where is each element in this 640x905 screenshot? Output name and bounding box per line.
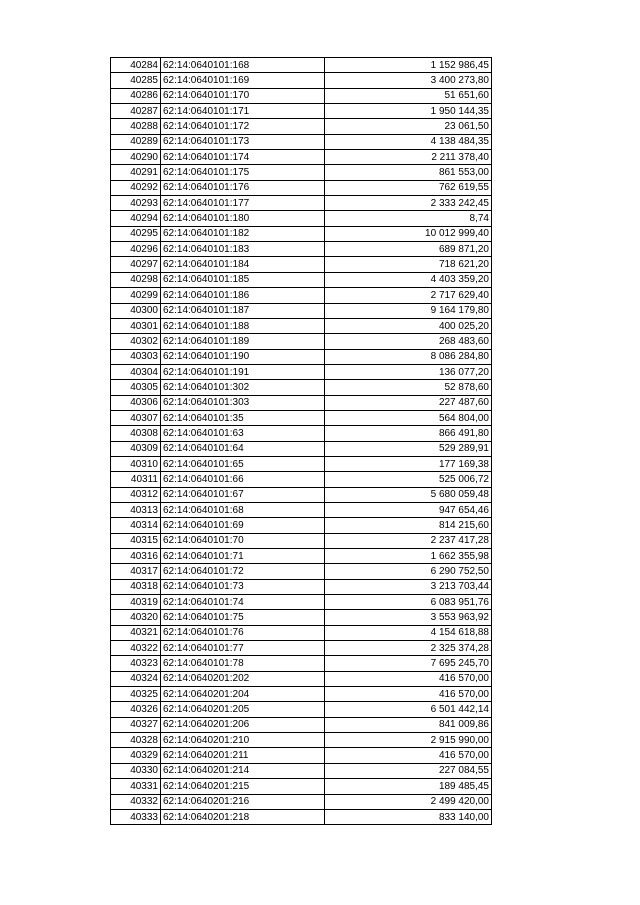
value-cell: 762 619,55	[325, 180, 492, 195]
cadastral-number-cell: 62:14:0640101:174	[161, 150, 325, 165]
table-row	[111, 364, 492, 379]
value-cell: 4 154 618,88	[325, 625, 492, 640]
row-number-cell: 40324	[111, 671, 161, 686]
cadastral-number-cell: 62:14:0640101:67	[161, 487, 325, 502]
table-row	[111, 579, 492, 594]
table-row	[111, 518, 492, 533]
row-number-cell: 40314	[111, 518, 161, 533]
cadastral-number-cell: 62:14:0640101:185	[161, 272, 325, 287]
table-row	[111, 625, 492, 640]
row-number-cell: 40328	[111, 733, 161, 748]
row-number-cell: 40321	[111, 625, 161, 640]
row-number-cell: 40299	[111, 288, 161, 303]
row-number-cell: 40320	[111, 610, 161, 625]
table-row	[111, 717, 492, 732]
cadastral-number-cell: 62:14:0640101:186	[161, 288, 325, 303]
data-table	[110, 57, 492, 825]
cadastral-number-cell: 62:14:0640201:216	[161, 794, 325, 809]
row-number-cell: 40287	[111, 104, 161, 119]
table-row	[111, 380, 492, 395]
cadastral-number-cell: 62:14:0640101:66	[161, 472, 325, 487]
row-number-cell: 40298	[111, 272, 161, 287]
value-cell: 2 915 990,00	[325, 733, 492, 748]
value-cell: 8 086 284,80	[325, 349, 492, 364]
cadastral-number-cell: 62:14:0640201:215	[161, 779, 325, 794]
cadastral-number-cell: 62:14:0640101:189	[161, 334, 325, 349]
row-number-cell: 40313	[111, 502, 161, 517]
cadastral-number-cell: 62:14:0640201:214	[161, 763, 325, 778]
table-row	[111, 794, 492, 809]
table-row	[111, 441, 492, 456]
row-number-cell: 40318	[111, 579, 161, 594]
value-cell: 3 553 963,92	[325, 610, 492, 625]
value-cell: 841 009,86	[325, 717, 492, 732]
table-row	[111, 564, 492, 579]
cadastral-number-cell: 62:14:0640201:210	[161, 733, 325, 748]
value-cell: 227 084,55	[325, 763, 492, 778]
cadastral-number-cell: 62:14:0640101:175	[161, 165, 325, 180]
cadastral-number-cell: 62:14:0640101:190	[161, 349, 325, 364]
row-number-cell: 40288	[111, 119, 161, 134]
cadastral-number-cell: 62:14:0640101:303	[161, 395, 325, 410]
cadastral-number-cell: 62:14:0640201:218	[161, 809, 325, 824]
row-number-cell: 40309	[111, 441, 161, 456]
cadastral-number-cell: 62:14:0640101:65	[161, 456, 325, 471]
row-number-cell: 40289	[111, 134, 161, 149]
table-row	[111, 257, 492, 272]
cadastral-number-cell: 62:14:0640201:206	[161, 717, 325, 732]
row-number-cell: 40301	[111, 318, 161, 333]
table-row	[111, 610, 492, 625]
data-table-body	[111, 58, 492, 825]
row-number-cell: 40303	[111, 349, 161, 364]
row-number-cell: 40292	[111, 180, 161, 195]
table-row	[111, 180, 492, 195]
row-number-cell: 40331	[111, 779, 161, 794]
cadastral-number-cell: 62:14:0640101:78	[161, 656, 325, 671]
row-number-cell: 40302	[111, 334, 161, 349]
cadastral-number-cell: 62:14:0640101:180	[161, 211, 325, 226]
value-cell: 866 491,80	[325, 426, 492, 441]
row-number-cell: 40300	[111, 303, 161, 318]
value-cell: 52 878,60	[325, 380, 492, 395]
table-row	[111, 395, 492, 410]
row-number-cell: 40327	[111, 717, 161, 732]
row-number-cell: 40311	[111, 472, 161, 487]
table-row	[111, 349, 492, 364]
value-cell: 4 403 359,20	[325, 272, 492, 287]
row-number-cell: 40322	[111, 641, 161, 656]
row-number-cell: 40294	[111, 211, 161, 226]
value-cell: 947 654,46	[325, 502, 492, 517]
cadastral-number-cell: 62:14:0640201:202	[161, 671, 325, 686]
cadastral-number-cell: 62:14:0640101:169	[161, 73, 325, 88]
row-number-cell: 40306	[111, 395, 161, 410]
row-number-cell: 40333	[111, 809, 161, 824]
cadastral-number-cell: 62:14:0640101:70	[161, 533, 325, 548]
value-cell: 814 215,60	[325, 518, 492, 533]
row-number-cell: 40329	[111, 748, 161, 763]
value-cell: 6 290 752,50	[325, 564, 492, 579]
table-row	[111, 656, 492, 671]
cadastral-number-cell: 62:14:0640101:182	[161, 226, 325, 241]
row-number-cell: 40307	[111, 410, 161, 425]
row-number-cell: 40295	[111, 226, 161, 241]
cadastral-number-cell: 62:14:0640101:69	[161, 518, 325, 533]
table-row	[111, 196, 492, 211]
value-cell: 189 485,45	[325, 779, 492, 794]
row-number-cell: 40317	[111, 564, 161, 579]
value-cell: 177 169,38	[325, 456, 492, 471]
value-cell: 2 333 242,45	[325, 196, 492, 211]
row-number-cell: 40325	[111, 687, 161, 702]
table-row	[111, 73, 492, 88]
row-number-cell: 40326	[111, 702, 161, 717]
table-row	[111, 687, 492, 702]
cadastral-number-cell: 62:14:0640101:75	[161, 610, 325, 625]
value-cell: 529 289,91	[325, 441, 492, 456]
table-row	[111, 226, 492, 241]
row-number-cell: 40332	[111, 794, 161, 809]
cadastral-number-cell: 62:14:0640101:73	[161, 579, 325, 594]
table-row	[111, 549, 492, 564]
table-row	[111, 165, 492, 180]
table-row	[111, 334, 492, 349]
value-cell: 268 483,60	[325, 334, 492, 349]
cadastral-number-cell: 62:14:0640101:183	[161, 242, 325, 257]
row-number-cell: 40296	[111, 242, 161, 257]
row-number-cell: 40284	[111, 58, 161, 73]
value-cell: 6 083 951,76	[325, 595, 492, 610]
cadastral-number-cell: 62:14:0640201:211	[161, 748, 325, 763]
value-cell: 2 237 417,28	[325, 533, 492, 548]
value-cell: 9 164 179,80	[325, 303, 492, 318]
value-cell: 400 025,20	[325, 318, 492, 333]
table-row	[111, 671, 492, 686]
value-cell: 1 950 144,35	[325, 104, 492, 119]
cadastral-number-cell: 62:14:0640101:177	[161, 196, 325, 211]
table-row	[111, 472, 492, 487]
table-row	[111, 748, 492, 763]
table-row	[111, 211, 492, 226]
table-row	[111, 702, 492, 717]
value-cell: 2 325 374,28	[325, 641, 492, 656]
cadastral-number-cell: 62:14:0640101:71	[161, 549, 325, 564]
row-number-cell: 40286	[111, 88, 161, 103]
cadastral-number-cell: 62:14:0640101:187	[161, 303, 325, 318]
value-cell: 416 570,00	[325, 687, 492, 702]
table-row	[111, 487, 492, 502]
cadastral-number-cell: 62:14:0640101:188	[161, 318, 325, 333]
table-row	[111, 150, 492, 165]
cadastral-number-cell: 62:14:0640101:191	[161, 364, 325, 379]
row-number-cell: 40293	[111, 196, 161, 211]
value-cell: 4 138 484,35	[325, 134, 492, 149]
value-cell: 227 487,60	[325, 395, 492, 410]
cadastral-number-cell: 62:14:0640101:173	[161, 134, 325, 149]
row-number-cell: 40285	[111, 73, 161, 88]
table-row	[111, 779, 492, 794]
table-row	[111, 456, 492, 471]
value-cell: 416 570,00	[325, 748, 492, 763]
table-row	[111, 595, 492, 610]
value-cell: 3 213 703,44	[325, 579, 492, 594]
cadastral-number-cell: 62:14:0640101:170	[161, 88, 325, 103]
row-number-cell: 40310	[111, 456, 161, 471]
table-row	[111, 88, 492, 103]
value-cell: 2 499 420,00	[325, 794, 492, 809]
cadastral-number-cell: 62:14:0640201:204	[161, 687, 325, 702]
cadastral-number-cell: 62:14:0640101:168	[161, 58, 325, 73]
value-cell: 8,74	[325, 211, 492, 226]
cadastral-number-cell: 62:14:0640201:205	[161, 702, 325, 717]
value-cell: 689 871,20	[325, 242, 492, 257]
cadastral-number-cell: 62:14:0640101:35	[161, 410, 325, 425]
table-row	[111, 502, 492, 517]
row-number-cell: 40308	[111, 426, 161, 441]
value-cell: 525 006,72	[325, 472, 492, 487]
cadastral-number-cell: 62:14:0640101:64	[161, 441, 325, 456]
cadastral-number-cell: 62:14:0640101:77	[161, 641, 325, 656]
cadastral-number-cell: 62:14:0640101:176	[161, 180, 325, 195]
table-row	[111, 134, 492, 149]
row-number-cell: 40291	[111, 165, 161, 180]
table-row	[111, 318, 492, 333]
value-cell: 861 553,00	[325, 165, 492, 180]
table-row	[111, 119, 492, 134]
row-number-cell: 40316	[111, 549, 161, 564]
table-row	[111, 272, 492, 287]
cadastral-number-cell: 62:14:0640101:72	[161, 564, 325, 579]
row-number-cell: 40304	[111, 364, 161, 379]
table-row	[111, 763, 492, 778]
value-cell: 10 012 999,40	[325, 226, 492, 241]
cadastral-number-cell: 62:14:0640101:172	[161, 119, 325, 134]
value-cell: 7 695 245,70	[325, 656, 492, 671]
value-cell: 5 680 059,48	[325, 487, 492, 502]
row-number-cell: 40290	[111, 150, 161, 165]
row-number-cell: 40319	[111, 595, 161, 610]
table-row	[111, 242, 492, 257]
value-cell: 833 140,00	[325, 809, 492, 824]
cadastral-number-cell: 62:14:0640101:74	[161, 595, 325, 610]
value-cell: 51 651,60	[325, 88, 492, 103]
cadastral-number-cell: 62:14:0640101:76	[161, 625, 325, 640]
cadastral-number-cell: 62:14:0640101:302	[161, 380, 325, 395]
row-number-cell: 40330	[111, 763, 161, 778]
cadastral-number-cell: 62:14:0640101:63	[161, 426, 325, 441]
value-cell: 6 501 442,14	[325, 702, 492, 717]
row-number-cell: 40312	[111, 487, 161, 502]
table-row	[111, 641, 492, 656]
table-row	[111, 58, 492, 73]
table-row	[111, 303, 492, 318]
value-cell: 2 211 378,40	[325, 150, 492, 165]
cadastral-number-cell: 62:14:0640101:171	[161, 104, 325, 119]
value-cell: 718 621,20	[325, 257, 492, 272]
row-number-cell: 40297	[111, 257, 161, 272]
row-number-cell: 40323	[111, 656, 161, 671]
value-cell: 136 077,20	[325, 364, 492, 379]
row-number-cell: 40315	[111, 533, 161, 548]
cadastral-number-cell: 62:14:0640101:184	[161, 257, 325, 272]
value-cell: 2 717 629,40	[325, 288, 492, 303]
value-cell: 564 804,00	[325, 410, 492, 425]
table-row	[111, 733, 492, 748]
row-number-cell: 40305	[111, 380, 161, 395]
value-cell: 1 152 986,45	[325, 58, 492, 73]
table-row	[111, 426, 492, 441]
value-cell: 23 061,50	[325, 119, 492, 134]
table-row	[111, 410, 492, 425]
table-row	[111, 533, 492, 548]
table-row	[111, 288, 492, 303]
value-cell: 416 570,00	[325, 671, 492, 686]
table-row	[111, 104, 492, 119]
cadastral-number-cell: 62:14:0640101:68	[161, 502, 325, 517]
value-cell: 3 400 273,80	[325, 73, 492, 88]
value-cell: 1 662 355,98	[325, 549, 492, 564]
table-row	[111, 809, 492, 824]
